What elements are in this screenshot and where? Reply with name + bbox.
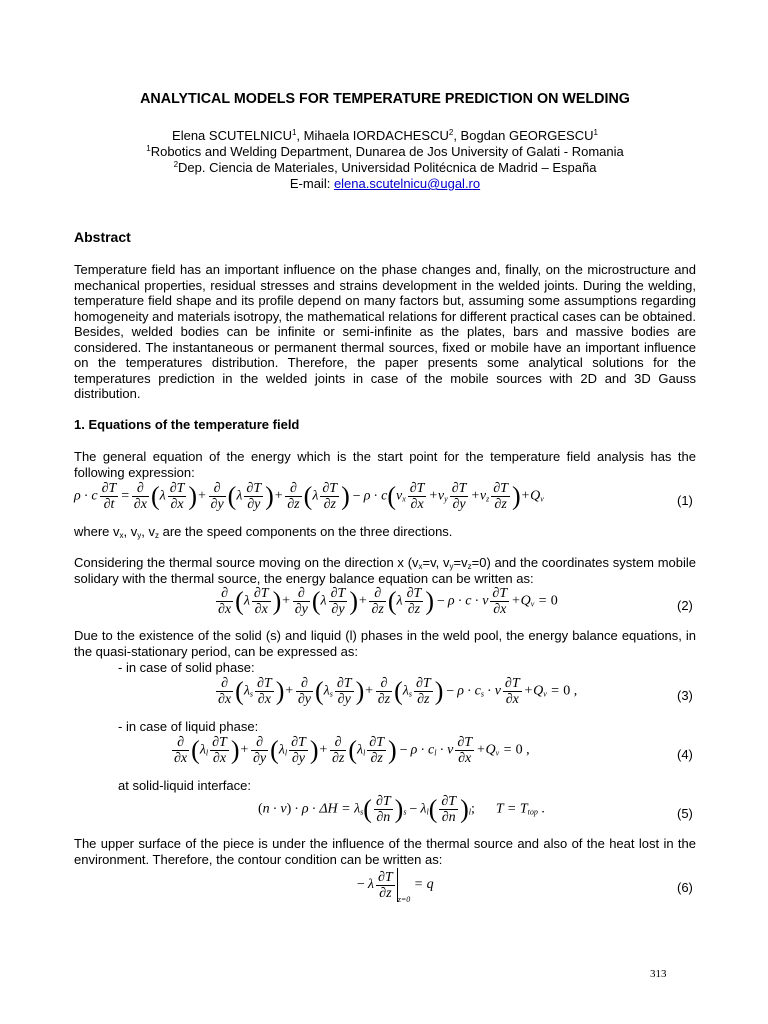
abstract-text: Temperature field has an important influence on the phase changes and, finally, on the microstructure and mechanical properties, residual stresses and strains development in the welded joints. During the welding, temperature field shape and its profile depend on many factors but, assuming some assumptions regarding homogeneity and materials isotropy, the mathematical relations for different practical cases can be obtained. Besides, welded bodies can be infinite or semi-infinite as the plates, bars and massive bodies are considered. The instantaneous or permanent thermal sources, fixed or mobile have an important influence on the temperatures distribution. Therefore, the paper presents some analytical solutions for the temperatures prediction in the welded joints in case of the mobile sources with 2D and 3D Gauss distribution. <box>74 262 696 401</box>
equation-number: (4) <box>677 747 693 762</box>
email-line: E-mail: elena.scutelnicu@ugal.ro <box>289 176 481 191</box>
equation-2: $\frac{\partial}{\partial x}$ (λ $\frac{\partial T}{\partial x}$ )+ $\frac{\partial}{\partial y}$ (λ $\frac{\partial T}{\partial y}$ )+ $\frac{\partial}{\partial z}$ (λ $\frac{\partial T}{\partial z}$ ) − ρ · c · v $\frac{\partial T}{\partial x}$ $+Q_v = 0$ <box>218 586 558 617</box>
section-paragraph-1: The general equation of the energy which is the start point for the temperature field analysis has the following expression: <box>74 449 696 480</box>
equation-number: (5) <box>677 806 693 821</box>
equation-number: (3) <box>677 688 693 703</box>
equation-number: (1) <box>677 493 693 508</box>
page-number: 313 <box>650 968 667 980</box>
email-link[interactable]: elena.scutelnicu@ugal.ro <box>333 176 481 191</box>
equation-1: ρ · c $\frac{\partial T}{\partial t}$ = $\frac{\partial}{\partial x}$ (λ $\frac{\partial T}{\partial x}$ )+ $\frac{\partial}{\partial y}$ (λ $\frac{\partial T}{\partial y}$ )+ $\frac{\partial}{\partial z}$ (λ $\frac{\partial T}{\partial z}$ ) − $\rho \cdot c(v_x$ $\frac{\partial T}{\partial x}$ $+v_y$ $\frac{\partial T}{\partial y}$ $+v_z$ $\frac{\partial T}{\partial z}$ )$+Q_v$ <box>74 481 544 512</box>
paper-title: ANALYTICAL MODELS FOR TEMPERATURE PREDICTION ON WELDING <box>140 91 630 107</box>
author-block <box>74 128 696 192</box>
affiliation-2: $^2$Dep. Ciencia de Materiales, Universidad Politécnica de Madrid – España <box>173 160 597 175</box>
equation-4: $\frac{\partial}{\partial x}$ ($\lambda_l$ $\frac{\partial T}{\partial x}$ )+ $\frac{\partial}{\partial y}$ ($\lambda_l$ $\frac{\partial T}{\partial y}$ )+ $\frac{\partial}{\partial z}$ ($\lambda_l$ $\frac{\partial T}{\partial z}$ ) − $\rho \cdot c_l \cdot v$ $\frac{\partial T}{\partial x}$ $+Q_v = 0$ , <box>174 735 530 766</box>
where-line: where $v_x$, $v_y$, $v_z$ are the speed components on the three directions. <box>74 524 453 540</box>
author-line: Elena SCUTELNICU$^1$, Mihaela IORDACHESCU$^2$, Bogdan GEORGESCU$^1$ <box>172 128 598 143</box>
equation-6: − λ $\frac{\partial T}{\partial z}$ $_{z=0}$ = q <box>357 869 434 905</box>
author-name: Mihaela IORDACHESCU <box>303 128 449 143</box>
equation-number: (6) <box>677 880 693 895</box>
solid-phase-label: - in case of solid phase: <box>118 660 255 675</box>
section-heading: 1. Equations of the temperature field <box>74 417 300 432</box>
author-name: Elena SCUTELNICU <box>172 128 292 143</box>
equation-3: $\frac{\partial}{\partial x}$ ($\lambda_s$ $\frac{\partial T}{\partial x}$ )+ $\frac{\partial}{\partial y}$ ($\lambda_s$ $\frac{\partial T}{\partial y}$ )+ $\frac{\partial}{\partial z}$ ($\lambda_s$ $\frac{\partial T}{\partial z}$ ) − $\rho \cdot c_s \cdot v$ $\frac{\partial T}{\partial x}$ $+Q_v = 0$ , <box>218 676 578 707</box>
section-paragraph-2: Considering the thermal source moving on the direction x ($v_x=v$, $v_y=v_z=0$) and the coordinates system mobile solidary with the thermal source, the energy balance equation can be written as: <box>74 555 696 586</box>
section-paragraph-3: Due to the existence of the solid (s) and liquid (l) phases in the weld pool, the energy balance equations, in the quasi-stationary period, can be expressed as: <box>74 628 696 659</box>
liquid-phase-label: - in case of liquid phase: <box>118 719 259 734</box>
equation-number: (2) <box>677 598 693 613</box>
abstract-heading: Abstract <box>74 229 131 245</box>
affiliation-1: $^1$Robotics and Welding Department, Dunarea de Jos University of Galati - Romania <box>146 144 624 159</box>
author-name: Bogdan GEORGESCU <box>460 128 594 143</box>
section-paragraph-4: The upper surface of the piece is under the influence of the thermal source and also of the heat lost in the environment. Therefore, the contour condition can be written as: <box>74 836 696 867</box>
interface-label: at solid-liquid interface: <box>118 778 251 793</box>
equation-5: $(n \cdot v) \cdot \rho \cdot \Delta H = \lambda_s$( $\frac{\partial T}{\partial n}$ )$_s - \lambda_l$( $\frac{\partial T}{\partial n}$ )$_l$; $T = T_{top}$ . <box>258 794 545 825</box>
